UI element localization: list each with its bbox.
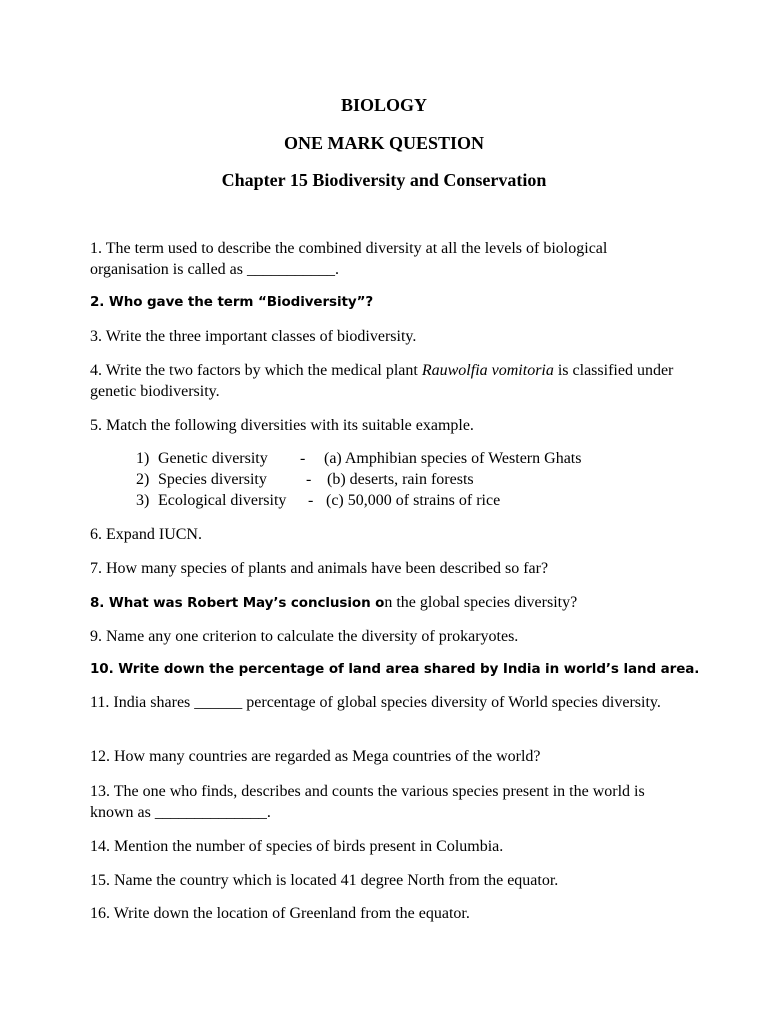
question-4 <box>90 360 690 402</box>
question-4-text-end: is classified under genetic biodiversity. <box>90 362 674 400</box>
subject-heading: BIOLOGY <box>340 95 428 115</box>
question-1: 1. The term used to describe the combined diversity at all the levels of biological organisation is called as ___________. <box>90 240 608 278</box>
question-3: 3. Write the three important classes of biodiversity. <box>90 328 417 345</box>
chapter-heading: Chapter 15 Biodiversity and Conservation <box>221 170 547 190</box>
question-14: 14. Mention the number of species of birds present in Columbia. <box>90 838 504 855</box>
match-dash: - <box>308 492 314 509</box>
question-13: 13. The one who finds, describes and counts the various species present in the world is known as ______________. <box>90 783 645 821</box>
question-6: 6. Expand IUCN. <box>90 526 202 543</box>
match-number: 1) <box>136 450 150 467</box>
match-example: (a) Amphibian species of Western Ghats <box>324 450 582 467</box>
match-number: 3) <box>136 492 150 509</box>
match-example: (c) 50,000 of strains of rice <box>326 492 501 509</box>
match-example: (b) deserts, rain forests <box>327 471 474 488</box>
question-8 <box>90 592 690 614</box>
question-11: 11. India shares ______ percentage of global species diversity of World species diversity. <box>90 694 661 711</box>
question-type-heading: ONE MARK QUESTION <box>283 133 485 153</box>
question-10: 10. Write down the percentage of land area shared by India in world’s land area. <box>90 661 700 677</box>
question-4-species-name: Rauwolfia vomitoria <box>421 362 554 379</box>
match-term: Ecological diversity <box>158 492 287 509</box>
question-15: 15. Name the country which is located 41 degree North from the equator. <box>90 872 559 889</box>
match-number: 2) <box>136 471 150 488</box>
match-term: Species diversity <box>158 471 267 488</box>
question-8-normal-part: n the global species diversity? <box>384 594 578 611</box>
question-2: 2. Who gave the term “Biodiversity”? <box>90 294 374 310</box>
match-dash: - <box>300 450 306 467</box>
question-12: 12. How many countries are regarded as Mega countries of the world? <box>90 748 541 765</box>
question-7: 7. How many species of plants and animals have been described so far? <box>90 560 549 577</box>
question-8-bold-part: 8. What was Robert May’s conclusion o <box>90 595 385 611</box>
match-dash: - <box>306 471 312 488</box>
question-16: 16. Write down the location of Greenland from the equator. <box>90 905 470 922</box>
question-5: 5. Match the following diversities with its suitable example. <box>90 417 474 434</box>
question-4-text-start: 4. Write the two factors by which the medical plant <box>90 362 422 379</box>
question-9: 9. Name any one criterion to calculate the diversity of prokaryotes. <box>90 628 519 645</box>
match-term: Genetic diversity <box>158 450 268 467</box>
